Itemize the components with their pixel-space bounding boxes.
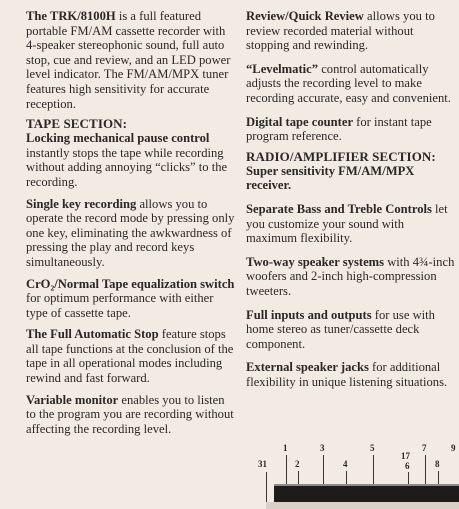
callout-line bbox=[425, 455, 426, 484]
cro2-paragraph: CrO₂/Normal Tape equalization switch for optimum performance with either type of cassette tape. bbox=[26, 276, 235, 320]
callout-line bbox=[298, 471, 299, 484]
right-column bbox=[246, 9, 458, 389]
tape-section-heading: TAPE SECTION: bbox=[26, 116, 128, 132]
speaker-jacks-paragraph: External speaker jacks for additional flexibility in unique listening situations. bbox=[246, 360, 448, 389]
variable-monitor-paragraph: Variable monitor enables you to listen to the program you are recording without affecting the recording level. bbox=[26, 392, 234, 436]
callout-line bbox=[408, 472, 409, 484]
callout-label: 7 bbox=[422, 443, 427, 453]
callout-label: 3 bbox=[320, 443, 325, 453]
inputs-outputs-paragraph: Full inputs and outputs for use with home stereo as tuner/cassette deck component. bbox=[246, 307, 435, 351]
left-column bbox=[26, 9, 236, 436]
callout-label: 4 bbox=[343, 459, 348, 469]
tape-counter-paragraph: Digital tape counter for instant tape program reference. bbox=[246, 114, 432, 144]
callout-label: 6 bbox=[405, 461, 410, 471]
callout-line bbox=[346, 471, 347, 484]
bass-treble-paragraph: Separate Bass and Treble Controls let you customize your sound with maximum flexibility. bbox=[246, 201, 448, 246]
product-diagram bbox=[246, 440, 459, 509]
cassette-recorder-body bbox=[266, 502, 459, 509]
cassette-recorder-top bbox=[274, 484, 459, 504]
callout-label: 8 bbox=[435, 459, 440, 469]
callout-label: 17 bbox=[401, 451, 410, 461]
callout-label: 2 bbox=[295, 459, 300, 469]
callout-label: 5 bbox=[370, 443, 375, 453]
pause-control-paragraph: Locking mechanical pause control instantly stops the tape while recording without adding annoying “clicks” to the recording. bbox=[26, 131, 228, 189]
callout-line bbox=[373, 455, 374, 484]
intro-paragraph: The TRK/8100H is a full featured portable FM/AM cassette recorder with 4-speaker stereophonic sound, full auto stop, cue and review, and an LED power level indicator. The FM/AM/MPX tuner features high sensitivity for accurate reception. bbox=[26, 9, 231, 111]
callout-line bbox=[323, 455, 324, 484]
single-key-paragraph: Single key recording allows you to operate the record mode by pressing only one key, eliminating the awkwardness of pressing the play and record keys simultaneously. bbox=[26, 196, 235, 269]
speaker-paragraph: Two-way speaker systems with 4¾-inch woofers and 2-inch high-compression tweeters. bbox=[246, 254, 455, 298]
callout-label: 1 bbox=[283, 443, 288, 453]
callout-label: 9 bbox=[451, 443, 456, 453]
levelmatic-paragraph: “Levelmatic” control automatically adjusts the recording level to make recording accurate, easy and convenient. bbox=[246, 61, 451, 105]
radio-section-heading: RADIO/AMPLIFIER SECTION: bbox=[246, 148, 436, 164]
callout-label: 31 bbox=[258, 459, 267, 469]
review-paragraph: Review/Quick Review allows you to review recorded material without stopping and rewinding. bbox=[246, 9, 435, 53]
receiver-paragraph: Super sensitivity FM/AM/MPX receiver. bbox=[246, 163, 415, 193]
callout-line bbox=[438, 471, 439, 484]
callout-line bbox=[286, 455, 287, 484]
auto-stop-paragraph: The Full Automatic Stop feature stops all tape functions at the conclusion of the tape in all operational modes including rewind and fast forward. bbox=[26, 327, 234, 386]
